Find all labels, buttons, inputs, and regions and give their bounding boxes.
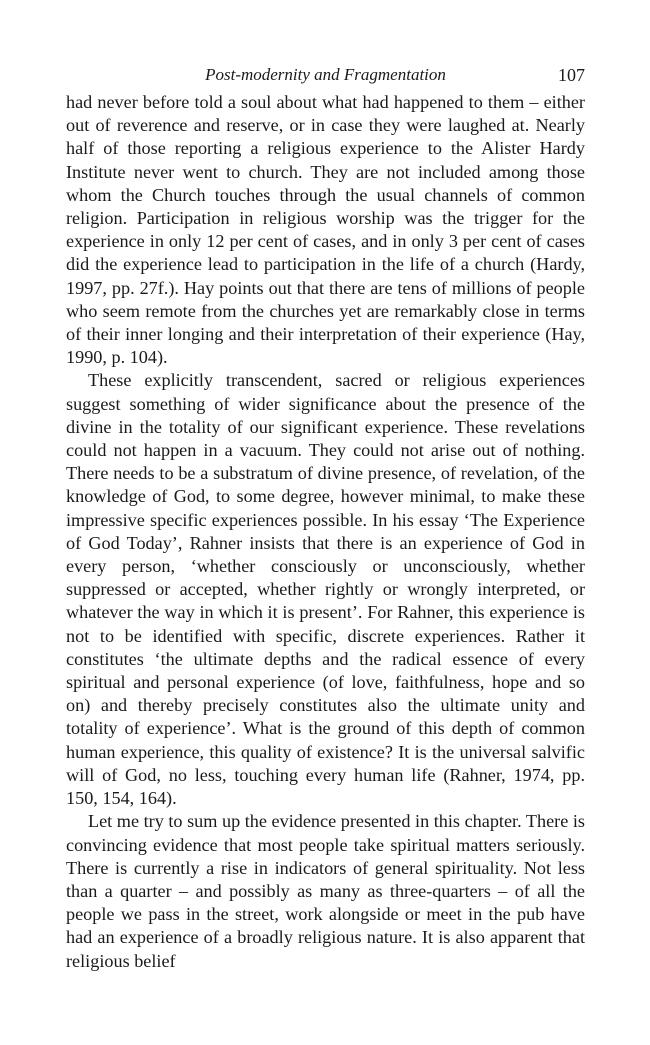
running-title: Post-modernity and Fragmentation: [205, 65, 446, 84]
book-page: [66, 60, 585, 973]
body-text: [66, 91, 585, 973]
running-head: [66, 60, 585, 90]
page-number: 107: [558, 65, 585, 85]
paragraph-summary: Let me try to sum up the evidence presented in this chapter. There is convincing evidence that most people take spiritual matters seriously. There is currently a rise in indicators of general spirituality. Not less than a quarter – and possibly as many as three-quarters – of all the people we pass in the street, work alongside or meet in the pub have had an experience of a broadly religious nature. It is also apparent that religious belief: [66, 811, 585, 971]
paragraph-rahner: These explicitly transcendent, sacred or religious experiences suggest something of wider significance about the presence of the divine in the totality of our significant experience. These revelations could not happen in a vacuum. They could not arise out of nothing. There needs to be a substratum of divine presence, of revelation, of the knowledge of God, to some degree, however minimal, to make these impressive specific experiences possible. In his essay ‘The Experience of God Today’, Rahner insists that there is an experience of God in every person, ‘whether consciously or unconsciously, whether suppressed or accepted, whether rightly or wrongly interpreted, or whatever the way in which it is present’. For Rahner, this experience is not to be identified with specific, discrete experiences. Rather it constitutes ‘the ultimate depths and the radical essence of every spiritual and personal experience (of love, faithfulness, hope and so on) and thereby precisely constitutes also the ultimate unity and totality of experience’. What is the ground of this depth of common human experience, this quality of existence? It is the universal salvific will of God, no less, touching every human life (Rahner, 1974, pp. 150, 154, 164).: [66, 370, 585, 809]
paragraph-continuation: had never before told a soul about what had happened to them – either out of reverence and reserve, or in case they were laughed at. Nearly half of those reporting a religious experience to the Alister Hardy Institute never went to church. They are not included among those whom the Church touches through the usual channels of common religion. Participation in religious worship was the trigger for the experience in only 12 per cent of cases, and in only 3 per cent of cases did the experience lead to participation in the life of a church (Hardy, 1997, pp. 27f.). Hay points out that there are tens of millions of people who seem remote from the churches yet are remarkably close in terms of their inner longing and their interpretation of their experience (Hay, 1990, p. 104).: [66, 92, 585, 368]
